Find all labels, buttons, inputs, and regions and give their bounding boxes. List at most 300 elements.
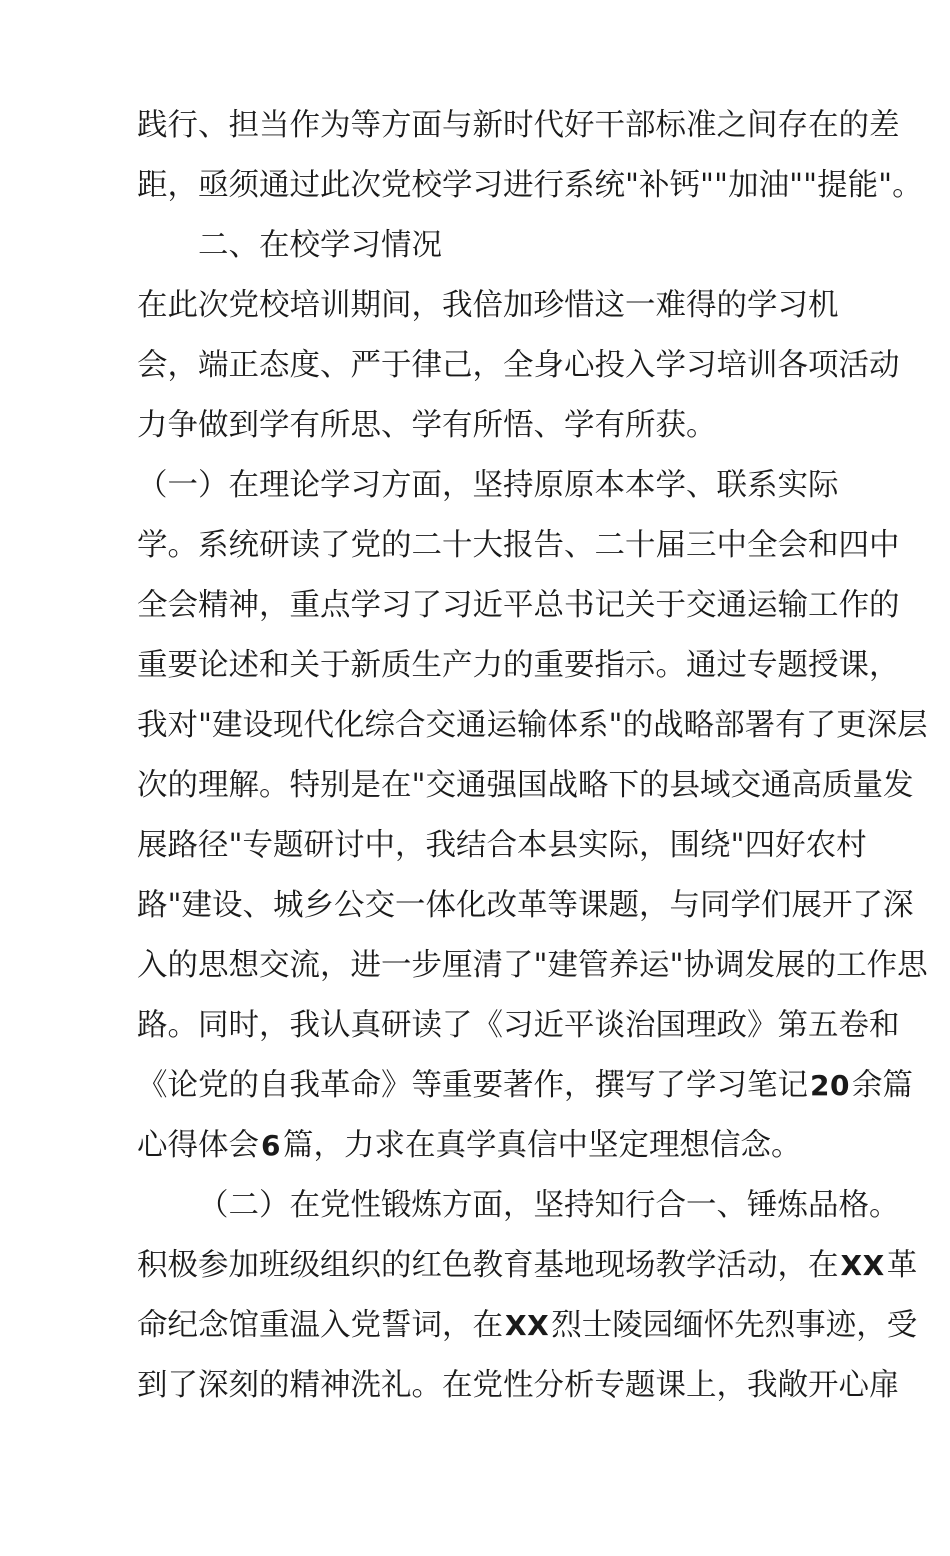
glyph: 馆: [228, 1308, 259, 1343]
glyph: 入: [137, 948, 168, 983]
glyph: 党: [198, 1068, 229, 1103]
glyph: 专: [747, 648, 778, 683]
glyph: 中: [716, 528, 747, 563]
glyph: 先: [734, 1308, 765, 1343]
glyph: 于: [320, 648, 351, 683]
glyph: 管: [578, 948, 609, 983]
glyph: 本: [517, 828, 548, 863]
section-heading-line: 二、在校学习情况: [198, 228, 442, 263]
glyph: 缅: [673, 1308, 704, 1343]
glyph: 体: [547, 708, 579, 743]
glyph: 。: [655, 648, 686, 683]
glyph: 理: [686, 1008, 717, 1043]
glyph: 输: [517, 708, 548, 743]
glyph: 思: [897, 948, 928, 983]
glyph: 党: [228, 288, 259, 323]
text-line: [137, 876, 914, 936]
glyph: 项: [808, 348, 839, 383]
glyph: 本: [594, 468, 625, 503]
glyph: 交: [686, 588, 717, 623]
glyph: 径: [198, 828, 229, 863]
glyph: 全: [137, 588, 168, 623]
glyph: 、: [198, 108, 229, 143]
glyph: 国: [655, 1008, 686, 1043]
glyph: 园: [642, 1308, 674, 1343]
glyph: 持: [503, 468, 534, 503]
glyph: 交: [425, 708, 457, 743]
glyph: 化: [334, 708, 365, 743]
text-line: [137, 576, 900, 636]
glyph: 县: [547, 828, 579, 863]
glyph: 和: [808, 528, 839, 563]
glyph: 面: [411, 468, 442, 503]
glyph: 正: [228, 348, 259, 383]
glyph: 的: [381, 1248, 412, 1283]
glyph: 会: [137, 348, 168, 383]
glyph: 的: [259, 1368, 290, 1403]
glyph: 时: [503, 108, 534, 143]
glyph: 示: [625, 648, 656, 683]
glyph: ": [228, 828, 243, 863]
glyph: 次: [198, 288, 229, 323]
glyph: 围: [669, 828, 701, 863]
glyph: 惜: [564, 288, 595, 323]
glyph: 于: [655, 588, 686, 623]
glyph: 读: [411, 1008, 442, 1043]
glyph: 系: [578, 708, 609, 743]
glyph: 质: [381, 648, 412, 683]
glyph: 时: [228, 1008, 259, 1043]
glyph: 进: [350, 948, 381, 983]
glyph: 乡: [303, 888, 335, 923]
glyph: 重: [289, 588, 320, 623]
glyph: 路: [137, 1008, 168, 1043]
glyph: 路: [137, 888, 168, 923]
glyph: 难: [655, 288, 686, 323]
glyph: 这: [594, 288, 625, 323]
glyph: 建: [212, 708, 243, 743]
latin-run: XX: [505, 1309, 550, 1342]
glyph: 精: [289, 1368, 320, 1403]
glyph: 士: [581, 1308, 613, 1343]
glyph: 四: [838, 528, 869, 563]
glyph: 期: [350, 288, 381, 323]
glyph: 调: [714, 948, 745, 983]
glyph: 己: [442, 348, 473, 383]
glyph: 之: [716, 108, 747, 143]
glyph: 革: [320, 1068, 351, 1103]
glyph: 在: [137, 288, 168, 323]
glyph: 了: [852, 888, 884, 923]
glyph: 量: [852, 768, 884, 803]
glyph: ）: [198, 468, 229, 503]
glyph: 合: [395, 708, 426, 743]
glyph: 要: [472, 1068, 503, 1103]
glyph: 同: [198, 1008, 229, 1043]
glyph: 全: [503, 348, 534, 383]
glyph: 过: [716, 648, 747, 683]
glyph: 事: [795, 1308, 826, 1343]
glyph: 化: [456, 888, 487, 923]
glyph: 在: [228, 468, 259, 503]
glyph: 是: [350, 768, 381, 803]
text-line: [137, 96, 900, 156]
glyph: 结: [456, 828, 487, 863]
text-line: [137, 756, 914, 816]
glyph: 届: [655, 528, 686, 563]
text-line: [137, 1056, 913, 1116]
glyph: 准: [686, 108, 717, 143]
glyph: 重: [137, 648, 168, 683]
glyph: ": [533, 948, 548, 983]
glyph: 场: [625, 1248, 656, 1283]
glyph: 交: [730, 768, 762, 803]
glyph: 好: [564, 108, 595, 143]
glyph: 对: [167, 708, 198, 743]
glyph: 指: [594, 648, 625, 683]
glyph: 步: [411, 948, 442, 983]
glyph: 设: [242, 708, 274, 743]
glyph: 工: [836, 948, 867, 983]
glyph: 温: [289, 1308, 320, 1343]
glyph: 习: [381, 588, 412, 623]
glyph: 关: [289, 648, 320, 683]
paragraph: [137, 276, 900, 456]
glyph: 校: [259, 288, 290, 323]
glyph: 发: [744, 948, 776, 983]
glyph: 重: [533, 648, 564, 683]
glyph: 《: [472, 1008, 503, 1043]
glyph: 二: [411, 528, 442, 563]
glyph: 际: [608, 828, 640, 863]
glyph: （: [137, 468, 168, 503]
glyph: 习: [686, 348, 717, 383]
glyph: 域: [700, 768, 731, 803]
glyph: 运: [486, 708, 518, 743]
glyph: 一: [395, 888, 426, 923]
glyph: 析: [564, 1368, 595, 1403]
paragraph: [137, 456, 928, 1176]
text-line: 心得体会6篇，力求在真学真信中坚定理想信念。: [137, 1128, 802, 1163]
glyph: 作: [533, 1068, 564, 1103]
glyph: 教: [472, 1248, 503, 1283]
glyph: 性: [503, 1368, 534, 1403]
glyph: 代: [533, 108, 564, 143]
glyph: 县: [669, 768, 701, 803]
glyph: 得: [686, 288, 717, 323]
glyph: 学: [655, 348, 686, 383]
glyph: 近: [533, 1008, 564, 1043]
glyph: 治: [625, 1008, 656, 1043]
glyph: 党: [350, 528, 381, 563]
glyph: 了: [411, 588, 442, 623]
glyph: 红: [411, 1248, 442, 1283]
glyph: 当: [259, 108, 290, 143]
glyph: 念: [198, 1308, 229, 1343]
glyph: 次: [137, 768, 168, 803]
glyph: 建: [181, 888, 213, 923]
glyph: 珍: [533, 288, 564, 323]
glyph: 、: [686, 468, 717, 503]
glyph: 严: [350, 348, 381, 383]
glyph: 等: [547, 888, 579, 923]
glyph: 《: [137, 1068, 168, 1103]
glyph: 原: [533, 468, 564, 503]
glyph: 讨: [334, 828, 365, 863]
glyph: 部: [714, 708, 745, 743]
glyph: 展: [137, 828, 168, 863]
glyph: 系: [747, 468, 778, 503]
glyph: 实: [777, 468, 808, 503]
glyph: 党: [350, 1308, 381, 1343]
glyph: 积: [137, 1248, 168, 1283]
glyph: 别: [320, 768, 351, 803]
glyph: 平: [564, 1008, 595, 1043]
glyph: 在: [442, 1368, 473, 1403]
glyph: 我: [442, 288, 473, 323]
glyph: 参: [198, 1248, 229, 1283]
glyph: 工: [808, 588, 839, 623]
glyph: 习: [777, 288, 808, 323]
glyph: 高: [791, 768, 823, 803]
glyph: 入: [625, 348, 656, 383]
glyph: 学: [320, 468, 351, 503]
glyph: 大: [472, 528, 503, 563]
glyph: 。: [259, 768, 290, 803]
glyph: 践: [137, 108, 168, 143]
glyph: 深: [883, 888, 914, 923]
text-line: [137, 636, 900, 696]
glyph: 于: [381, 348, 412, 383]
glyph: 好: [775, 828, 806, 863]
glyph: 干: [594, 108, 625, 143]
glyph: 联: [716, 468, 747, 503]
glyph: 读: [289, 528, 320, 563]
glyph: 通: [761, 768, 792, 803]
glyph: 会: [167, 588, 198, 623]
glyph: 革: [517, 888, 548, 923]
text-line: [137, 996, 900, 1056]
glyph: 要: [564, 648, 595, 683]
glyph: 开: [808, 1368, 839, 1403]
glyph: 织: [350, 1248, 381, 1283]
glyph: 培: [289, 288, 320, 323]
glyph: 教: [655, 1248, 686, 1283]
glyph: 想: [228, 948, 259, 983]
glyph: 精: [198, 588, 229, 623]
glyph: ，: [639, 888, 670, 923]
glyph: 要: [167, 648, 198, 683]
glyph: 全: [747, 528, 778, 563]
glyph: 活: [838, 348, 869, 383]
glyph: 交: [259, 948, 290, 983]
glyph: 课: [578, 888, 609, 923]
glyph: 投: [594, 348, 625, 383]
latin-run: XX: [840, 1249, 885, 1282]
glyph: 政: [716, 1008, 747, 1043]
glyph: 余: [851, 1068, 883, 1103]
glyph: 神: [320, 1368, 351, 1403]
glyph: 展: [791, 888, 823, 923]
glyph: 协: [683, 948, 715, 983]
glyph: 论: [289, 468, 320, 503]
glyph: 敞: [777, 1368, 808, 1403]
glyph: 特: [289, 768, 320, 803]
glyph: 产: [442, 648, 473, 683]
glyph: 与: [442, 108, 473, 143]
glyph: 关: [625, 588, 656, 623]
glyph: 改: [486, 888, 518, 923]
glyph: 重: [259, 1308, 290, 1343]
glyph: 城: [273, 888, 304, 923]
glyph: 报: [503, 528, 534, 563]
glyph: 。: [167, 528, 198, 563]
glyph: 礼: [381, 1368, 412, 1403]
glyph: 真: [350, 1008, 381, 1043]
glyph: 输: [777, 588, 808, 623]
glyph: 学: [137, 528, 168, 563]
glyph: 专: [242, 828, 274, 863]
glyph: 存: [777, 108, 808, 143]
glyph: 下: [608, 768, 640, 803]
text-line: [137, 1296, 918, 1356]
glyph: 略: [683, 708, 715, 743]
glyph: ": [411, 768, 426, 803]
document-text-body: [137, 96, 928, 1556]
glyph: 习: [350, 468, 381, 503]
glyph: ": [167, 888, 182, 923]
glyph: 交: [364, 888, 396, 923]
glyph: 撰: [594, 1068, 625, 1103]
glyph: 部: [625, 108, 656, 143]
glyph: 班: [259, 1248, 290, 1283]
glyph: 的: [716, 288, 747, 323]
glyph: 和: [259, 648, 290, 683]
glyph: 基: [533, 1248, 564, 1283]
glyph: 生: [411, 648, 442, 683]
glyph: 受: [886, 1308, 918, 1343]
glyph: ，: [442, 1308, 473, 1343]
glyph: 方: [381, 468, 412, 503]
text-line: [137, 516, 900, 576]
glyph: 写: [625, 1068, 656, 1103]
text-line: [137, 1356, 900, 1416]
glyph: 的: [381, 528, 412, 563]
glyph: 流: [289, 948, 320, 983]
glyph: 运: [639, 948, 670, 983]
glyph: 在: [808, 1248, 839, 1283]
glyph: 的: [622, 708, 654, 743]
glyph: 作: [289, 108, 320, 143]
glyph: 统: [228, 528, 259, 563]
glyph: ，: [411, 288, 442, 323]
glyph: 题: [625, 1368, 656, 1403]
glyph: 通: [716, 588, 747, 623]
glyph: 的: [167, 768, 198, 803]
glyph: 现: [273, 708, 304, 743]
glyph: 端: [198, 348, 229, 383]
glyph: 入: [320, 1308, 351, 1343]
glyph: ，: [639, 828, 670, 863]
glyph: 述: [228, 648, 259, 683]
text-line: [137, 1236, 918, 1296]
glyph: 的: [838, 108, 869, 143]
glyph: 题: [777, 648, 808, 683]
glyph: 等: [350, 108, 381, 143]
paragraph: [137, 96, 923, 216]
glyph: 论: [167, 1068, 198, 1103]
glyph: 代: [303, 708, 335, 743]
glyph: 通: [456, 708, 487, 743]
glyph: 命: [350, 1068, 381, 1103]
glyph: 差: [869, 108, 900, 143]
glyph: 研: [303, 828, 335, 863]
glyph: 点: [320, 588, 351, 623]
glyph: 度: [289, 348, 320, 383]
glyph: 层: [897, 708, 928, 743]
glyph: 十: [625, 528, 656, 563]
glyph: 署: [744, 708, 776, 743]
glyph: 综: [364, 708, 396, 743]
glyph: 习: [503, 1008, 534, 1043]
glyph: 质: [822, 768, 853, 803]
glyph: 律: [411, 348, 442, 383]
glyph: 地: [564, 1248, 595, 1283]
glyph: 此: [167, 288, 198, 323]
glyph: 认: [320, 1008, 351, 1043]
glyph: 动: [869, 348, 900, 383]
glyph: 实: [578, 828, 609, 863]
glyph: 培: [716, 348, 747, 383]
glyph: 心: [564, 348, 595, 383]
glyph: 篇: [882, 1068, 913, 1103]
glyph: 战: [547, 768, 579, 803]
glyph: 。: [167, 1008, 198, 1043]
glyph: 谈: [594, 1008, 625, 1043]
glyph: 了: [805, 708, 837, 743]
glyph: 十: [442, 528, 473, 563]
glyph: 同: [700, 888, 731, 923]
glyph: 公: [334, 888, 365, 923]
glyph: 际: [808, 468, 839, 503]
glyph: 等: [411, 1068, 442, 1103]
glyph: 清: [472, 948, 503, 983]
glyph: 厘: [442, 948, 473, 983]
glyph: 为: [320, 108, 351, 143]
glyph: 建: [547, 948, 579, 983]
glyph: 自: [259, 1068, 290, 1103]
glyph: 烈: [764, 1308, 796, 1343]
glyph: 养: [608, 948, 640, 983]
glyph: 、: [564, 528, 595, 563]
glyph: ": [198, 708, 213, 743]
glyph: 中: [869, 528, 900, 563]
latin-run: 6: [261, 1129, 281, 1162]
glyph: 力: [472, 648, 503, 683]
glyph: 了: [503, 948, 534, 983]
glyph: 我: [137, 708, 168, 743]
glyph: 告: [533, 528, 564, 563]
glyph: 三: [686, 528, 717, 563]
glyph: 交: [425, 768, 457, 803]
paragraph: [137, 1176, 918, 1416]
glyph: 会: [777, 528, 808, 563]
glyph: 系: [198, 528, 229, 563]
glyph: 理: [198, 768, 229, 803]
glyph: 间: [381, 288, 412, 323]
glyph: 有: [775, 708, 806, 743]
glyph: 各: [777, 348, 808, 383]
